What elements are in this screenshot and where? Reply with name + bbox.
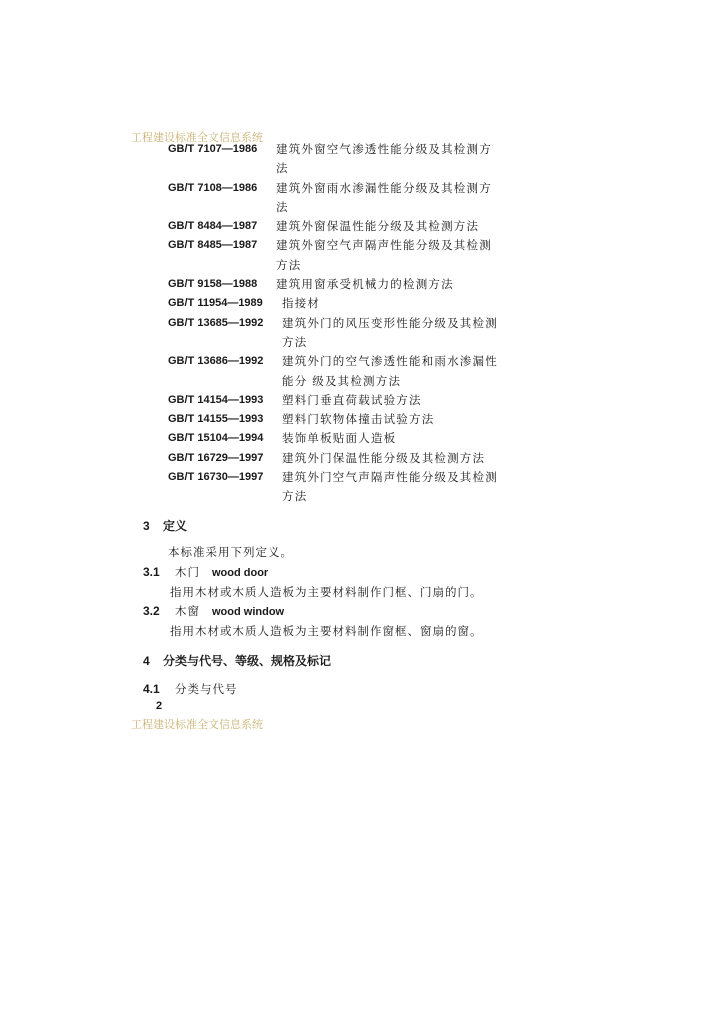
reference-item: [168, 391, 528, 410]
section-4-1-heading: [143, 681, 238, 697]
term-en: wood window: [212, 606, 285, 618]
clause-title: 分类与代号: [175, 682, 238, 696]
reference-title: 建筑外门的风压变形性能分级及其检测方法: [282, 315, 498, 349]
reference-item: [168, 236, 528, 275]
section-3-intro: 本标准采用下列定义。: [168, 545, 293, 559]
reference-code: GB/T 14155—1993: [168, 413, 264, 426]
reference-title: 塑料门软物体撞击试验方法: [282, 412, 435, 427]
reference-title: 塑料门垂直荷载试验方法: [282, 392, 422, 407]
definition-3-2-heading: [143, 603, 284, 619]
reference-code: GB/T 13686—1992: [168, 355, 264, 368]
clause-number: 3.1: [143, 565, 160, 579]
reference-code: GB/T 7108—1986: [168, 181, 258, 194]
section-title: 分类与代号、等级、规格及标记: [163, 654, 332, 668]
term-en: wood door: [212, 567, 269, 579]
reference-standards-list: [168, 140, 528, 507]
definition-3-1-heading: [143, 564, 268, 580]
reference-item: [168, 217, 528, 236]
section-title: 定义: [163, 519, 188, 533]
reference-code: GB/T 8485—1987: [168, 239, 258, 252]
clause-number: 3.2: [143, 604, 160, 618]
reference-code: GB/T 15104—1994: [168, 432, 264, 445]
reference-item: [168, 410, 528, 429]
reference-title: 指接材: [282, 296, 321, 311]
reference-title: 建筑外门空气声隔声性能分级及其检测方法: [282, 470, 498, 504]
reference-code: GB/T 9158—1988: [168, 278, 258, 291]
definition-3-1-text: 指用木材或木质人造板为主要材料制作门框、门扇的门。: [170, 585, 483, 599]
section-number: 4: [143, 654, 150, 668]
reference-title: 装饰单板贴面人造板: [282, 431, 397, 446]
reference-title: 建筑外门的空气渗透性能和雨水渗漏性能分 级及其检测方法: [282, 354, 498, 388]
reference-item: [168, 294, 528, 313]
reference-title: 建筑外窗保温性能分级及其检测方法: [276, 219, 480, 234]
watermark-bottom: 工程建设标准全文信息系统: [131, 718, 263, 731]
clause-number: 4.1: [143, 682, 160, 696]
reference-item: [168, 449, 528, 468]
reference-item: [168, 314, 528, 353]
reference-code: GB/T 14154—1993: [168, 393, 264, 406]
reference-code: GB/T 7107—1986: [168, 143, 258, 155]
term-zh: 木窗: [175, 604, 200, 618]
reference-code: GB/T 16729—1997: [168, 451, 264, 464]
reference-title: 建筑外窗空气渗透性能分级及其检测方法: [276, 142, 492, 176]
reference-code: GB/T 16730—1997: [168, 471, 264, 484]
reference-title: 建筑外窗雨水渗漏性能分级及其检测方法: [276, 180, 492, 214]
definition-3-2-text: 指用木材或木质人造板为主要材料制作窗框、窗扇的窗。: [170, 624, 483, 638]
reference-item: [168, 429, 528, 448]
page-number: 2: [156, 700, 163, 712]
reference-item: [168, 468, 528, 507]
section-3-heading: [143, 517, 187, 534]
reference-item: [168, 352, 528, 391]
reference-code: GB/T 13685—1992: [168, 316, 264, 329]
reference-item: [168, 179, 528, 218]
term-zh: 木门: [175, 565, 200, 579]
reference-item: [168, 140, 528, 179]
reference-item: [168, 275, 528, 294]
reference-title: 建筑外窗空气声隔声性能分级及其检测方法: [276, 238, 492, 272]
reference-title: 建筑外门保温性能分级及其检测方法: [282, 450, 486, 465]
section-number: 3: [143, 519, 150, 533]
reference-code: GB/T 8484—1987: [168, 220, 258, 233]
reference-code: GB/T 11954—1989: [168, 297, 263, 310]
watermark-top: 工程建设标准全文信息系统: [131, 131, 263, 144]
reference-title: 建筑用窗承受机械力的检测方法: [276, 277, 454, 292]
section-4-heading: [143, 652, 331, 669]
